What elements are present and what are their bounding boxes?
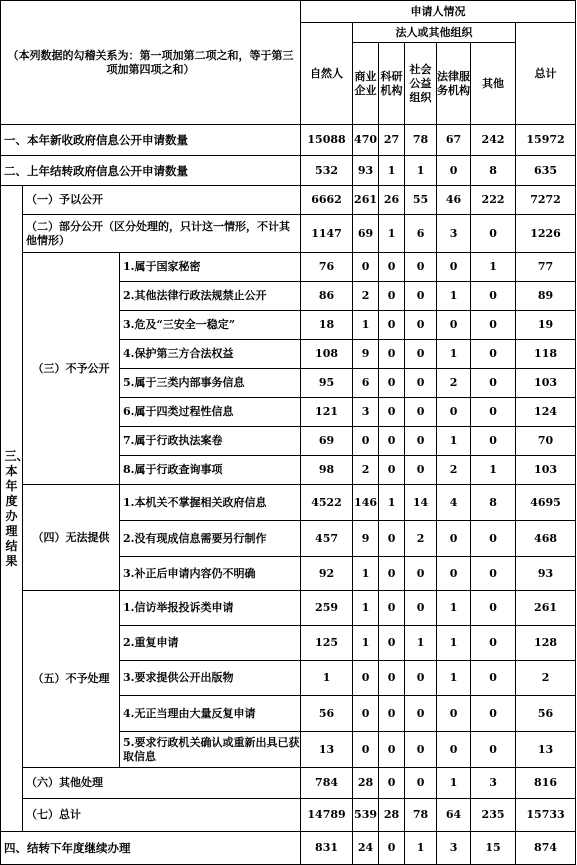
cell: 6 (353, 369, 379, 398)
cell: 0 (379, 427, 405, 456)
cell: 2 (353, 282, 379, 311)
table-row (1, 799, 576, 832)
cell: 15088 (301, 125, 353, 156)
cell: 103 (516, 369, 576, 398)
col-public-welfare: 社会公益组织 (405, 43, 437, 125)
cell: 0 (471, 696, 516, 732)
cell: 261 (353, 186, 379, 215)
cell: 0 (353, 253, 379, 282)
cell: 24 (353, 832, 379, 865)
cell: 0 (405, 253, 437, 282)
cell: 0 (379, 768, 405, 799)
cell: 56 (301, 696, 353, 732)
cell: 0 (379, 732, 405, 768)
cell: 8 (471, 156, 516, 186)
cell: 69 (301, 427, 353, 456)
row-label: 四、结转下年度继续办理 (1, 832, 301, 865)
cell: 0 (437, 398, 471, 427)
cell: 46 (437, 186, 471, 215)
cell: 0 (471, 215, 516, 253)
cell: 19 (516, 311, 576, 340)
table-row (1, 215, 576, 253)
cell: 0 (353, 696, 379, 732)
cell: 0 (379, 696, 405, 732)
cell: 128 (516, 626, 576, 661)
cell: 1 (405, 156, 437, 186)
cell: 0 (437, 253, 471, 282)
cell: 0 (379, 557, 405, 591)
cell: 2 (437, 456, 471, 485)
table-row (1, 156, 576, 186)
cell: 0 (405, 369, 437, 398)
cell: 242 (471, 125, 516, 156)
table-row (1, 125, 576, 156)
row-label: 5.属于三类内部事务信息 (120, 369, 301, 398)
cell: 0 (437, 557, 471, 591)
cell: 4522 (301, 485, 353, 521)
row-label: （七）总计 (23, 799, 301, 832)
row-label: 7.属于行政执法案卷 (120, 427, 301, 456)
cell: 3 (437, 832, 471, 865)
cell: 0 (437, 156, 471, 186)
cell: 28 (353, 768, 379, 799)
cell: 1226 (516, 215, 576, 253)
row-label: 1.属于国家秘密 (120, 253, 301, 282)
noproc-group-label: （五）不予处理 (23, 591, 120, 768)
cell: 0 (471, 591, 516, 626)
cell: 0 (405, 696, 437, 732)
cell: 4695 (516, 485, 576, 521)
row-label: 1.本机关不掌握相关政府信息 (120, 485, 301, 521)
cell: 1 (471, 253, 516, 282)
cell: 6662 (301, 186, 353, 215)
cell: 457 (301, 521, 353, 557)
cell: 222 (471, 186, 516, 215)
cell: 108 (301, 340, 353, 369)
row-label: 2.没有现成信息需要另行制作 (120, 521, 301, 557)
cell: 0 (437, 732, 471, 768)
cell: 1 (437, 340, 471, 369)
cell: 874 (516, 832, 576, 865)
row-label: 二、上年结转政府信息公开申请数量 (1, 156, 301, 186)
cell: 76 (301, 253, 353, 282)
cell: 0 (405, 732, 437, 768)
cell: 3 (437, 215, 471, 253)
row-label: 一、本年新收政府信息公开申请数量 (1, 125, 301, 156)
col-other: 其他 (471, 43, 516, 125)
cell: 1 (437, 661, 471, 696)
cell: 0 (405, 340, 437, 369)
cell: 1 (405, 832, 437, 865)
row-label: 5.要求行政机关确认或重新出具已获取信息 (120, 732, 301, 768)
cell: 69 (353, 215, 379, 253)
cell: 78 (405, 125, 437, 156)
cell: 0 (405, 398, 437, 427)
cell: 27 (379, 125, 405, 156)
cell: 15972 (516, 125, 576, 156)
cell: 124 (516, 398, 576, 427)
cell: 635 (516, 156, 576, 186)
col-natural-person: 自然人 (301, 23, 353, 125)
cell: 259 (301, 591, 353, 626)
cell: 0 (379, 369, 405, 398)
cell: 2 (405, 521, 437, 557)
cell: 1 (437, 282, 471, 311)
section3-label (1, 186, 29, 832)
cell: 3 (353, 398, 379, 427)
cell: 2 (353, 456, 379, 485)
cell: 1 (437, 427, 471, 456)
cell: 118 (516, 340, 576, 369)
cell: 0 (471, 427, 516, 456)
cell: 0 (379, 521, 405, 557)
cell: 0 (405, 456, 437, 485)
col-legal-service: 法律服务机构 (437, 43, 471, 125)
cell: 468 (516, 521, 576, 557)
cell: 26 (379, 186, 405, 215)
table-row (1, 832, 576, 865)
cell: 70 (516, 427, 576, 456)
row-label: 3.补正后申请内容仍不明确 (120, 557, 301, 591)
cell: 77 (516, 253, 576, 282)
cell: 0 (471, 282, 516, 311)
cell: 9 (353, 340, 379, 369)
row-label: 2.其他法律行政法规禁止公开 (120, 282, 301, 311)
cell: 261 (516, 591, 576, 626)
cell: 1 (471, 456, 516, 485)
cell: 1 (437, 591, 471, 626)
row-label: 6.属于四类过程性信息 (120, 398, 301, 427)
cell: 1 (353, 591, 379, 626)
deny-group-label: （三）不予公开 (23, 253, 120, 485)
unable-group-label: （四）无法提供 (23, 485, 120, 591)
applicant-situation-header: 申请人情况 (301, 1, 576, 23)
cell: 3 (471, 768, 516, 799)
col-total: 总计 (516, 23, 576, 125)
cell: 831 (301, 832, 353, 865)
row-label: （一）予以公开 (23, 186, 301, 215)
cell: 0 (405, 661, 437, 696)
cell: 0 (379, 340, 405, 369)
cell: 1 (437, 768, 471, 799)
cell: 0 (379, 311, 405, 340)
cell: 28 (379, 799, 405, 832)
cell: 1 (437, 626, 471, 661)
cell: 0 (471, 521, 516, 557)
col-research: 科研机构 (379, 43, 405, 125)
cell: 18 (301, 311, 353, 340)
cell: 89 (516, 282, 576, 311)
cell: 15 (471, 832, 516, 865)
row-label: 2.重复申请 (120, 626, 301, 661)
cell: 13 (301, 732, 353, 768)
cell: 0 (471, 340, 516, 369)
row-label: （二）部分公开（区分处理的，只计这一情形，不计其他情形） (23, 215, 301, 253)
cell: 470 (353, 125, 379, 156)
cell: 0 (353, 661, 379, 696)
cell: 64 (437, 799, 471, 832)
cell: 93 (516, 557, 576, 591)
cell: 0 (471, 626, 516, 661)
cell: 816 (516, 768, 576, 799)
cell: 0 (405, 427, 437, 456)
cell: 55 (405, 186, 437, 215)
cell: 1 (353, 626, 379, 661)
cell: 78 (405, 799, 437, 832)
table-row (1, 485, 576, 521)
cell: 0 (379, 591, 405, 626)
cell: 6 (405, 215, 437, 253)
cell: 92 (301, 557, 353, 591)
cell: 0 (471, 398, 516, 427)
table-row (1, 768, 576, 799)
table-row (1, 591, 576, 626)
cell: 2 (516, 661, 576, 696)
cell: 235 (471, 799, 516, 832)
cell: 14 (405, 485, 437, 521)
legal-person-group-header: 法人或其他组织 (353, 23, 516, 43)
cell: 2 (437, 369, 471, 398)
cell: 0 (379, 832, 405, 865)
cell: 0 (471, 369, 516, 398)
cell: 0 (405, 557, 437, 591)
table-row (1, 186, 576, 215)
cell: 146 (353, 485, 379, 521)
cell: 1 (379, 485, 405, 521)
cell: 0 (353, 732, 379, 768)
cell: 0 (437, 696, 471, 732)
cell: 0 (405, 311, 437, 340)
row-label: 1.信访举报投诉类申请 (120, 591, 301, 626)
cell: 0 (353, 427, 379, 456)
cell: 103 (516, 456, 576, 485)
cell: 86 (301, 282, 353, 311)
cell: 1 (379, 156, 405, 186)
row-label: 4.无正当理由大量反复申请 (120, 696, 301, 732)
cell: 0 (405, 591, 437, 626)
cell: 539 (353, 799, 379, 832)
cell: 0 (379, 253, 405, 282)
cell: 1 (405, 626, 437, 661)
cell: 67 (437, 125, 471, 156)
cell: 0 (379, 456, 405, 485)
cell: 0 (437, 521, 471, 557)
cell: 532 (301, 156, 353, 186)
row-label: 8.属于行政查询事项 (120, 456, 301, 485)
row-label: 3.危及“三安全一稳定” (120, 311, 301, 340)
cell: 56 (516, 696, 576, 732)
section3-label-text: 三、本年度办理结果 (4, 448, 29, 568)
cell: 0 (405, 768, 437, 799)
cell: 1 (379, 215, 405, 253)
cell: 0 (471, 311, 516, 340)
cell: 9 (353, 521, 379, 557)
cell: 0 (437, 311, 471, 340)
cell: 98 (301, 456, 353, 485)
cell: 95 (301, 369, 353, 398)
row-label: （六）其他处理 (23, 768, 301, 799)
cell: 14789 (301, 799, 353, 832)
cell: 0 (471, 557, 516, 591)
row-label: 4.保护第三方合法权益 (120, 340, 301, 369)
cell: 1 (353, 557, 379, 591)
cell: 0 (379, 282, 405, 311)
row-label: 3.要求提供公开出版物 (120, 661, 301, 696)
cell: 121 (301, 398, 353, 427)
cell: 15733 (516, 799, 576, 832)
cell: 0 (471, 732, 516, 768)
col-business: 商业企业 (353, 43, 379, 125)
cell: 4 (437, 485, 471, 521)
cell: 8 (471, 485, 516, 521)
cell: 7272 (516, 186, 576, 215)
table-row (1, 253, 576, 282)
cell: 0 (405, 282, 437, 311)
cell: 0 (471, 661, 516, 696)
cell: 1147 (301, 215, 353, 253)
cell: 0 (379, 661, 405, 696)
header-note: （本列数据的勾稽关系为：第一项加第二项之和，等于第三项加第四项之和） (1, 1, 301, 125)
cell: 125 (301, 626, 353, 661)
cell: 1 (353, 311, 379, 340)
cell: 0 (379, 398, 405, 427)
cell: 784 (301, 768, 353, 799)
cell: 93 (353, 156, 379, 186)
cell: 0 (379, 626, 405, 661)
cell: 13 (516, 732, 576, 768)
cell: 1 (301, 661, 353, 696)
